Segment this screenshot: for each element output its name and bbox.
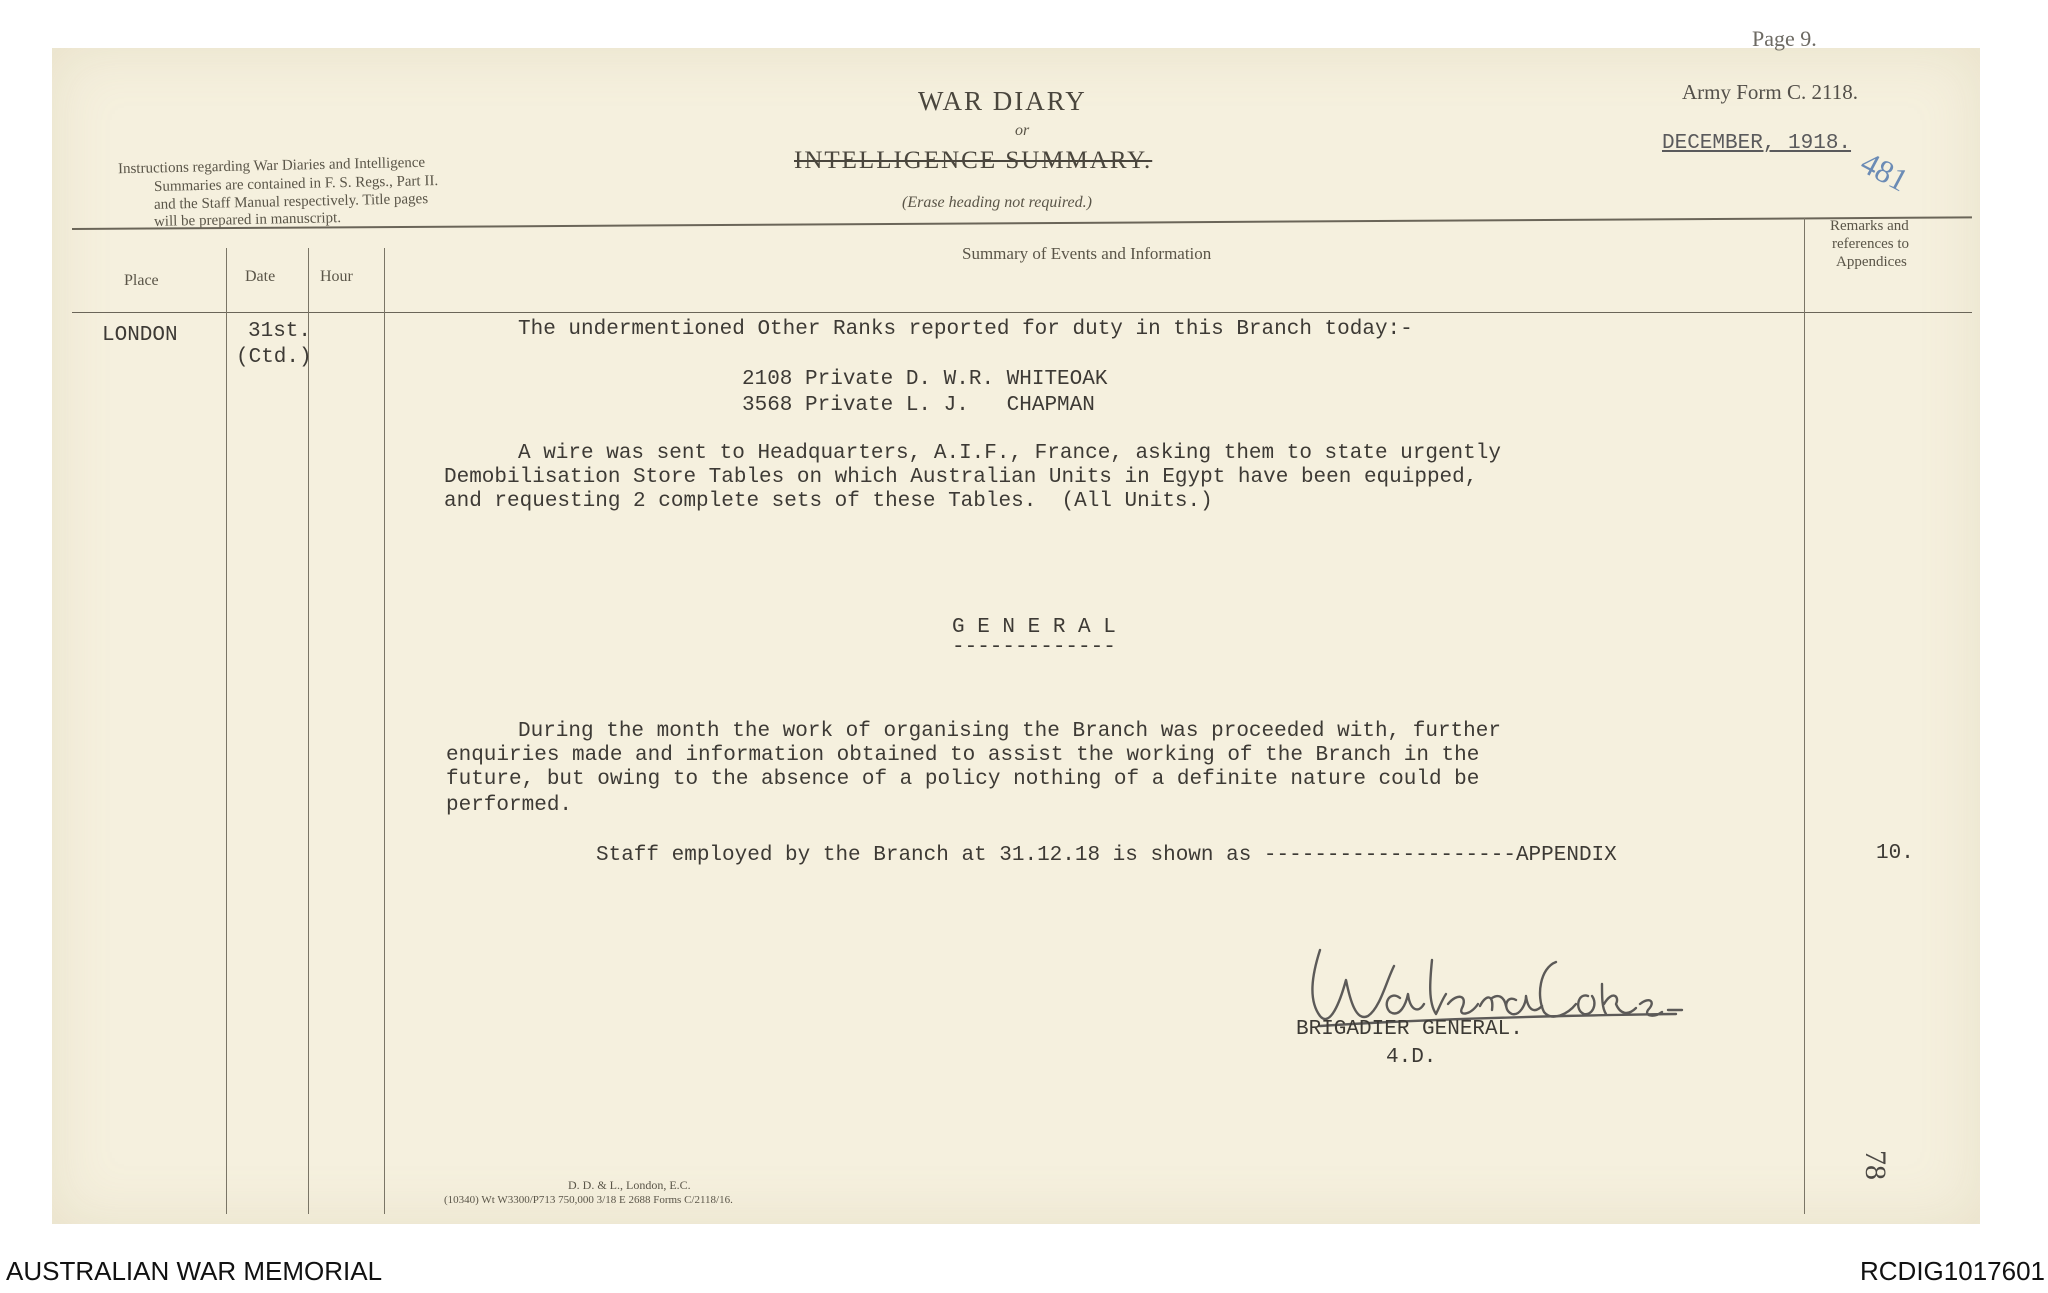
staff-line: Staff employed by the Branch at 31.12.18 is shown as --------------------APPENDIX bbox=[596, 844, 1617, 867]
instructions-line: Instructions regarding War Diaries and Intelligence bbox=[117, 154, 426, 178]
instructions-line: will be prepared in manuscript. bbox=[153, 210, 342, 230]
signatory-unit: 4.D. bbox=[1386, 1046, 1437, 1069]
table-top-rule bbox=[72, 216, 1972, 230]
wire-line: and requesting 2 complete sets of these Tables. (All Units.) bbox=[444, 490, 1213, 513]
general-line: enquiries made and information obtained to assist the working of the Branch in the bbox=[446, 744, 1480, 767]
instructions-line: Summaries are contained in F. S. Regs., Part II. bbox=[153, 173, 439, 195]
column-header-summary: Summary of Events and Information bbox=[962, 244, 1212, 263]
month-stamp: DECEMBER, 1918. bbox=[1662, 132, 1852, 155]
column-divider bbox=[1804, 218, 1805, 1214]
column-header-place: Place bbox=[124, 272, 159, 289]
erase-note: (Erase heading not required.) bbox=[902, 194, 1092, 211]
header-bottom-rule bbox=[72, 312, 1972, 313]
general-heading: G E N E R A L bbox=[952, 616, 1116, 639]
column-divider bbox=[308, 248, 309, 1214]
printer-line: D. D. & L., London, E.C. bbox=[568, 1178, 691, 1192]
entry-intro: The undermentioned Other Ranks reported for duty in this Branch today:- bbox=[518, 318, 1413, 341]
column-header-remarks: references to bbox=[1832, 236, 1910, 252]
page-subtitle: INTELLIGENCE SUMMARY. bbox=[794, 147, 1153, 174]
instructions-line: and the Staff Manual respectively. Title pages bbox=[153, 191, 429, 213]
entry-date: 31st. bbox=[248, 320, 312, 343]
army-form-label: Army Form C. 2118. bbox=[1682, 80, 1858, 104]
folio-number: 481 bbox=[1855, 144, 1915, 199]
wire-line: Demobilisation Store Tables on which Australian Units in Egypt have been equipped, bbox=[444, 466, 1478, 489]
general-line: During the month the work of organising the Branch was proceeded with, further bbox=[518, 720, 1501, 743]
column-divider bbox=[226, 248, 227, 1214]
form-code-line: (10340) Wt W3300/P713 750,000 3/18 E 2688 Forms C/2118/16. bbox=[444, 1194, 733, 1206]
column-header-date: Date bbox=[245, 268, 276, 285]
wire-line: A wire was sent to Headquarters, A.I.F., France, asking them to state urgently bbox=[518, 442, 1501, 465]
column-divider bbox=[384, 248, 385, 1214]
column-header-remarks: Remarks and bbox=[1830, 218, 1909, 234]
column-header-remarks: Appendices bbox=[1836, 254, 1907, 270]
general-underline: ------------- bbox=[952, 636, 1116, 659]
signatory-title: BRIGADIER GENERAL. bbox=[1296, 1018, 1523, 1041]
page-tag: Page 9. bbox=[1752, 26, 1817, 51]
entry-date-continued: (Ctd.) bbox=[236, 346, 312, 369]
diary-page bbox=[52, 26, 1980, 1224]
rank-line: 2108 Private D. W.R. WHITEOAK bbox=[742, 368, 1108, 391]
page-title: WAR DIARY bbox=[918, 86, 1087, 116]
rank-line: 3568 Private L. J. CHAPMAN bbox=[742, 394, 1095, 417]
column-header-hour: Hour bbox=[320, 268, 353, 285]
entry-place: LONDON bbox=[102, 324, 178, 347]
archive-label: AUSTRALIAN WAR MEMORIAL bbox=[6, 1256, 383, 1286]
appendix-reference: 10. bbox=[1876, 842, 1914, 865]
margin-number: 78 bbox=[1859, 1150, 1892, 1180]
general-line: performed. bbox=[446, 794, 573, 817]
general-line: future, but owing to the absence of a policy nothing of a definite nature could be bbox=[446, 768, 1480, 791]
or-text: or bbox=[1015, 122, 1030, 139]
archive-id: RCDIG1017601 bbox=[1860, 1256, 2045, 1286]
